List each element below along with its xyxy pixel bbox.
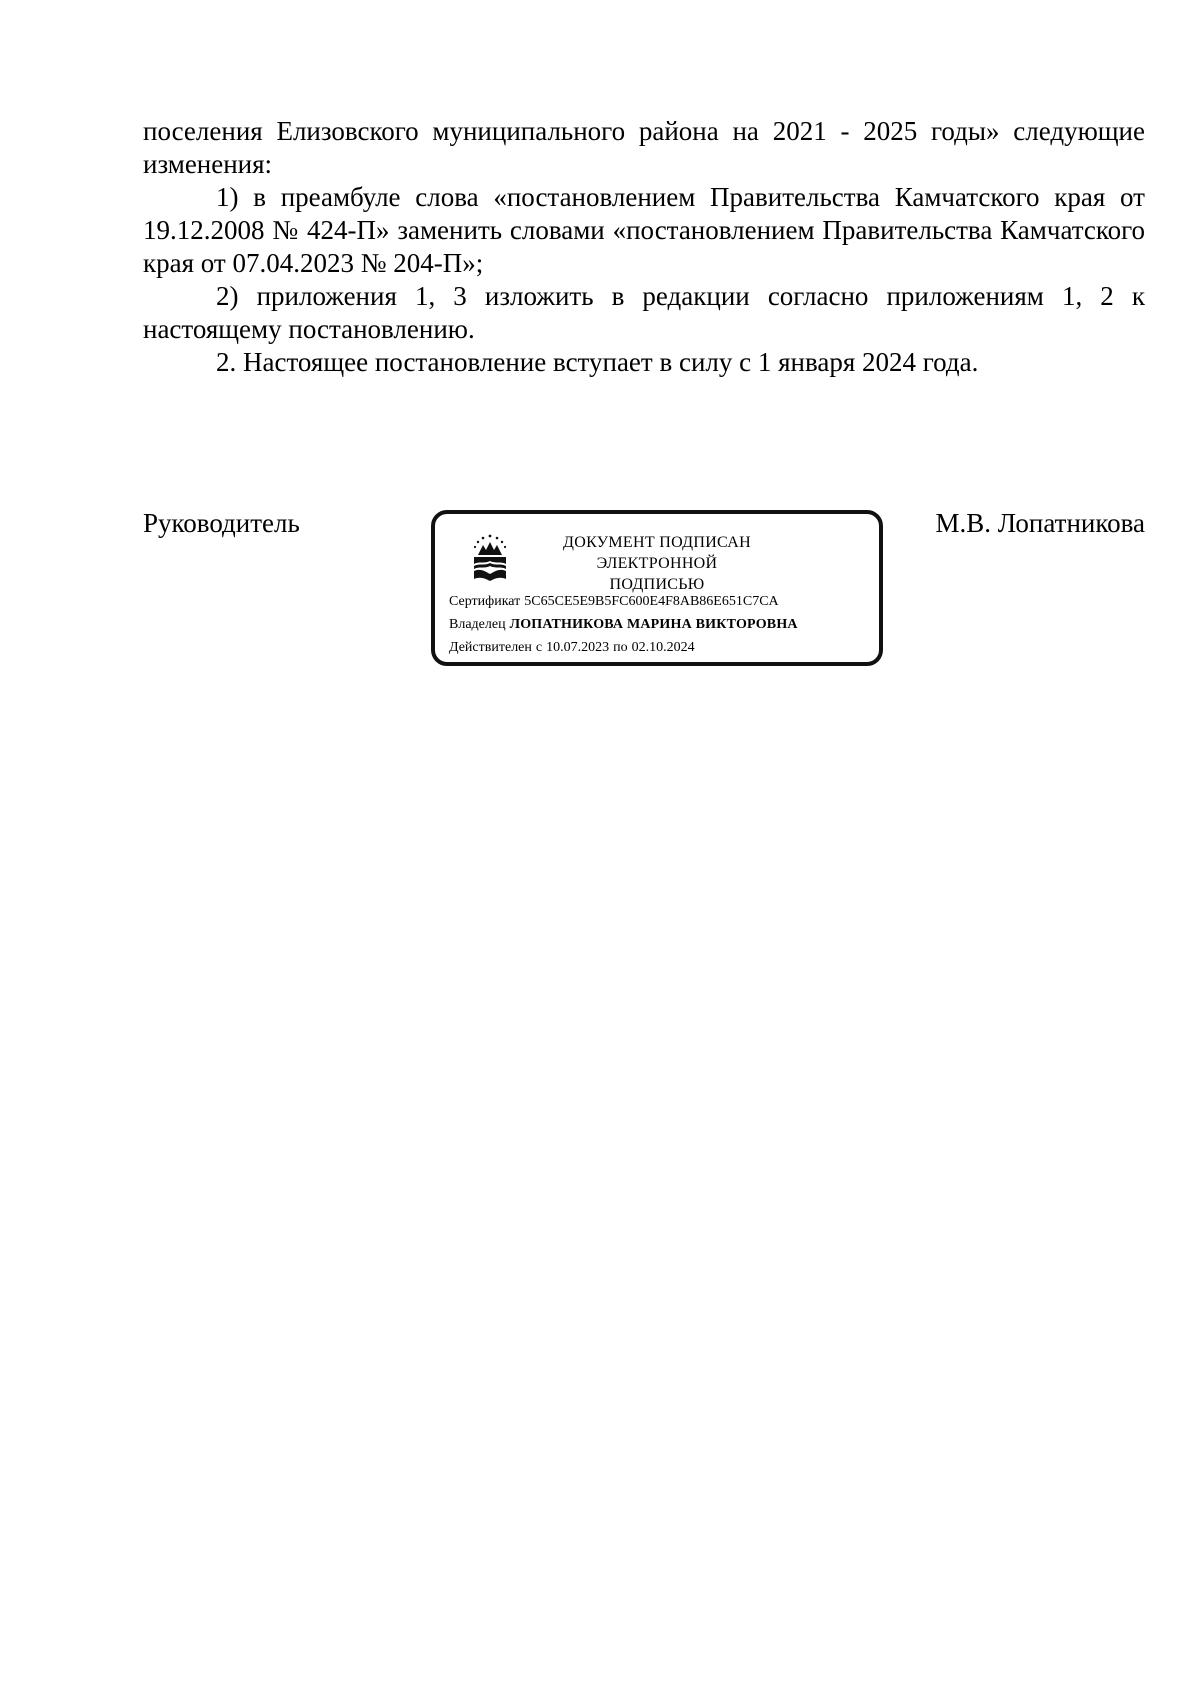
stamp-certificate-line [449, 593, 779, 611]
signature-block [0, 0, 1200, 700]
signatory-name: М.В. Лопатникова [935, 508, 1145, 538]
owner-label: Владелец [449, 617, 506, 632]
valid-label: Действителен [449, 640, 532, 655]
stamp-heading-line-1: ДОКУМЕНТ ПОДПИСАН [563, 534, 751, 551]
stamp-owner-line [449, 616, 798, 634]
stamp-heading [547, 532, 767, 595]
stamp-validity-line [449, 639, 695, 657]
electronic-signature-stamp [431, 510, 883, 666]
paragraph-intro: поселения Елизовского муниципального района на 2021 - 2025 годы» следующие изменения: [143, 116, 1145, 179]
paragraph-item-1: 1) в преамбуле слова «постановлением Правительства Камчатского края от 19.12.2008 № 424-П» заменить словами «постановлением Правительства Камчатского края от 07.04.2023 № 204-П»; [143, 182, 1145, 278]
paragraph-item-2: 2) приложения 1, 3 изложить в редакции согласно приложениям 1, 2 к настоящему постановлению. [143, 281, 1145, 344]
owner-value: ЛОПАТНИКОВА МАРИНА ВИКТОРОВНА [509, 617, 798, 632]
certificate-value: 5C65CE5E9B5FC600E4F8AB86E651C7CA [524, 594, 779, 609]
valid-from-label: с [535, 640, 543, 655]
paragraph-effective-date: 2. Настоящее постановление вступает в силу с 1 января 2024 года. [216, 347, 979, 377]
valid-to-date: 02.10.2024 [631, 640, 695, 655]
signatory-title: Руководитель [143, 508, 300, 538]
stamp-heading-line-2: ЭЛЕКТРОННОЙ ПОДПИСЬЮ [596, 555, 718, 593]
coat-of-arms-icon [471, 533, 509, 583]
certificate-label: Сертификат [449, 594, 521, 609]
valid-to-label: по [613, 640, 628, 655]
valid-from-date: 10.07.2023 [546, 640, 610, 655]
